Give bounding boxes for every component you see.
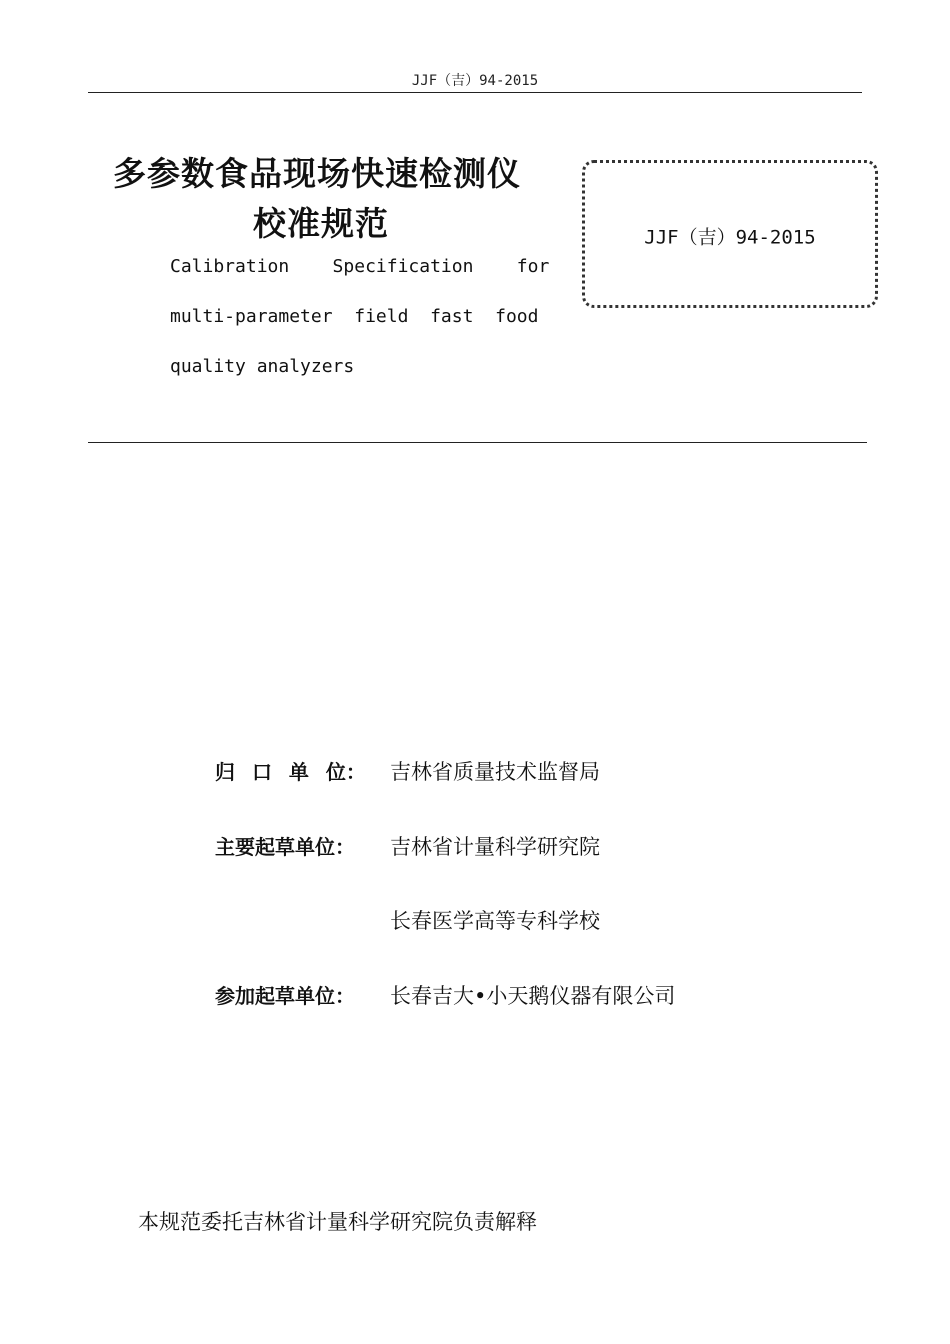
title-cn-line1: 多参数食品现场快速检测仪 bbox=[113, 154, 521, 193]
header-doc-code: JJF（吉）94-2015 bbox=[411, 73, 539, 89]
unit-value-main-drafter-1: 吉林省计量科学研究院 bbox=[390, 835, 600, 859]
unit-value-responsible: 吉林省质量技术监督局 bbox=[390, 760, 600, 784]
title-rule bbox=[88, 442, 867, 443]
unit-value-main-drafter-2: 长春医学高等专科学校 bbox=[390, 909, 600, 933]
doc-code-stamp-box bbox=[582, 160, 878, 308]
title-en-line1: Calibration Specification for bbox=[170, 256, 550, 277]
unit-label-responsible: 归 口 单 位： bbox=[215, 760, 366, 784]
unit-label-main-drafter: 主要起草单位： bbox=[215, 835, 355, 859]
interpretation-note: 本规范委托吉林省计量科学研究院负责解释 bbox=[138, 1210, 537, 1234]
title-en-line3: quality analyzers bbox=[170, 356, 355, 377]
title-en-line2: multi-parameter field fast food bbox=[170, 306, 539, 327]
unit-label-participating-drafter: 参加起草单位： bbox=[215, 984, 355, 1008]
stamp-doc-code: JJF（吉）94-2015 bbox=[644, 226, 816, 249]
title-cn-line2: 校准规范 bbox=[253, 204, 389, 243]
unit-value-participating-drafter: 长春吉大•小天鹅仪器有限公司 bbox=[390, 984, 676, 1008]
header-rule bbox=[88, 92, 862, 93]
